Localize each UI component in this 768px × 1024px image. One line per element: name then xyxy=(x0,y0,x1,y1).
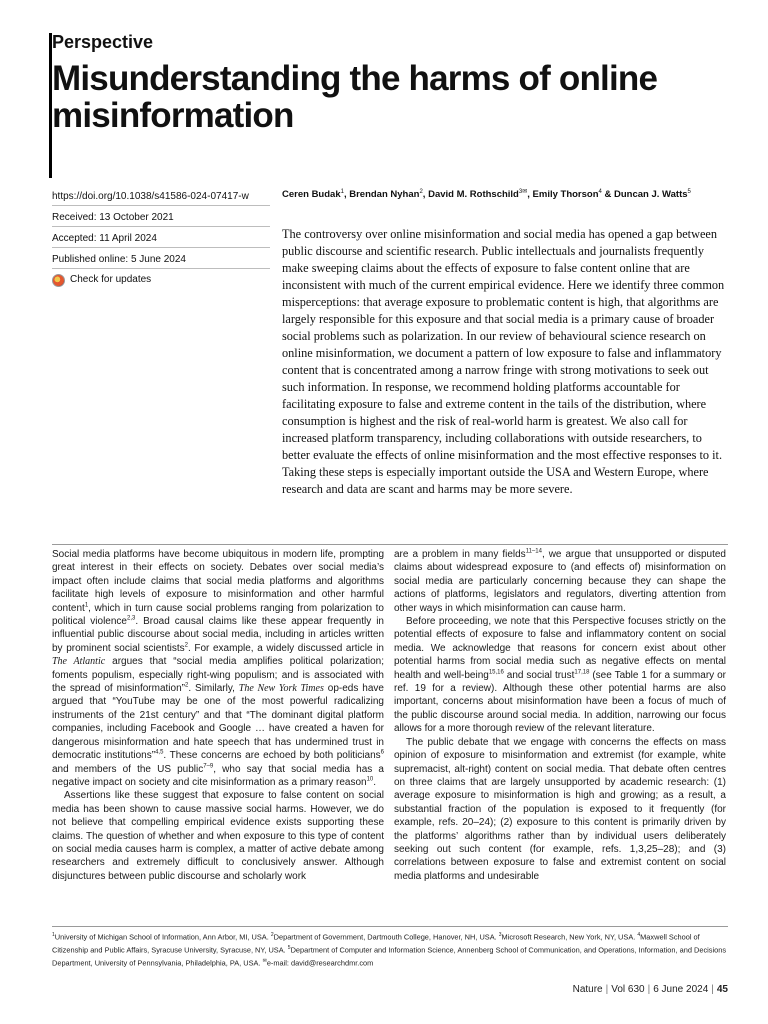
author-separator: , xyxy=(422,189,429,201)
author-name[interactable]: David M. Rothschild xyxy=(428,189,519,201)
citation-ref: 1 xyxy=(52,932,55,938)
text-run: e-mail: david@researchdmr.com xyxy=(266,958,374,968)
author-list xyxy=(282,185,722,202)
body-column-left xyxy=(52,548,384,883)
body-divider xyxy=(52,544,728,545)
italic-title: The Atlantic xyxy=(52,656,106,668)
accepted-date: Accepted: 11 April 2024 xyxy=(52,227,270,248)
page-number: 45 xyxy=(716,984,728,995)
text-run: argues that “social media amplifies political polarization; foments populism, especially right-wing populism; and is associated with the spread of misinformation” xyxy=(52,656,384,695)
text-run: (see Table 1 for a summary or ref. 19 for a review). Although these other potential harms are also important, concerns about misinformation have been a focus of much of the public discourse around social media. In addition, narrowing our focus allows for a more thorough review of the relevant literature. xyxy=(394,669,726,735)
author-affiliation-ref: 3✉ xyxy=(518,189,528,195)
author-affiliation-ref: 4 xyxy=(598,189,602,195)
citation-ref: 5 xyxy=(287,944,291,951)
citation-ref: 1 xyxy=(84,602,89,609)
text-run: Social media platforms have become ubiquitous in modern life, prompting great interest in their effects on society. Debates over social media’s impact often include claims that social media platforms and algorithms facilitate high levels of exposure to misinformation and other harmful content xyxy=(52,549,384,614)
citation-ref: ✉ xyxy=(262,957,267,964)
author-separator: , xyxy=(527,189,533,201)
text-run: . xyxy=(373,776,377,788)
author-name[interactable]: Emily Thorson xyxy=(532,189,599,201)
citation-ref: 10 xyxy=(366,776,374,783)
doi-link[interactable]: https://doi.org/10.1038/s41586-024-07417-w xyxy=(52,185,270,206)
author-separator: , xyxy=(343,189,350,201)
text-run: Microsoft Research, New York, NY, USA. xyxy=(501,932,638,942)
citation-ref: 4 xyxy=(637,932,641,938)
author-affiliation-ref: 2 xyxy=(419,189,423,195)
footnote-divider xyxy=(52,926,728,927)
text-run: Department of Government, Dartmouth College, Hanover, NH, USA. xyxy=(273,932,499,942)
text-run: The public debate that we engage with concerns the effects on mass opinion of exposure to misinformation and extremist (for example, white supremacist, alt-right) content on social media. That debate often centres on three claims that are largely unsupported by academic research: (1) average exposure to misinformation is high and growing; as a result, a substantial fraction of the population is exposed to it frequently (for example, refs. 20–24); (2) exposure to this content is primarily driven by the platforms’ algorithms rather than by individual users deliberately seeking out such content (for example, refs. 1,3,25–28); and (3) correlations between exposure to false and extremist content on social media platforms and undesirable xyxy=(394,736,726,882)
italic-title: The New York Times xyxy=(238,683,324,695)
citation-ref: 2 xyxy=(270,932,274,938)
body-paragraph xyxy=(52,548,384,789)
author-affiliation-ref: 5 xyxy=(687,189,691,195)
text-run: , we argue that unsupported or disputed claims about widespread exposure to (and effects of) misinformation on social media are particularly concerning because they can shape the actions of platforms, legislators and regulators, diverting attention from other ways in which misinformation can cause harm. xyxy=(394,549,726,614)
text-run: . Similarly, xyxy=(188,683,239,695)
author-name[interactable]: Brendan Nyhan xyxy=(349,189,420,201)
issue-date: 6 June 2024 xyxy=(653,984,709,995)
text-run: op-eds have argued that “YouTube may be one of the most powerful radicalizing instruments of the 21st century” and that “The dominant digital platform companies, including Facebook and Google … have created a haven for dangerous misinformation and hate speech that has undermined trust in democratic institutions” xyxy=(52,683,384,762)
received-date: Received: 13 October 2021 xyxy=(52,206,270,227)
text-run: . These concerns are echoed by both politicians xyxy=(163,750,381,762)
article-metadata xyxy=(52,185,270,289)
author-name[interactable]: Duncan J. Watts xyxy=(614,189,688,201)
affiliations-footnote xyxy=(52,930,728,969)
citation-ref: 2 xyxy=(184,642,188,649)
abstract: The controversy over online misinformation and social media has opened a gap between public discourse and scientific research. Public intellectuals and journalists frequently make sweeping claims about the effects of exposure to false content online that are inconsistent with much of the current empirical evidence. Here we identify three common misperceptions: that average exposure to problematic content is high, that algorithms are largely responsible for this exposure and that social media is a primary cause of broader social problems such as polarization. In our review of behavioural science research on online misinformation, we document a pattern of low exposure to false and inflammatory content that is concentrated among a narrow fringe with strong motivations to seek out such information. In response, we recommend holding platforms accountable for facilitating exposure to false and extreme content in the tails of the distribution, where consumption is highest and the risk of real-world harm is greatest. We also call for increased platform transparency, including collaborations with outside researchers, to better evaluate the effects of online misinformation and the most effective responses to it. Taking these steps is especially important outside the USA and Western Europe, where research and data are scant and harms may be more severe. xyxy=(282,227,725,496)
text-run: , which in turn cause social problems ranging from polarization to political violence xyxy=(52,602,384,628)
author-name[interactable]: Ceren Budak xyxy=(282,189,341,201)
journal-name: Nature xyxy=(572,984,603,995)
published-date: Published online: 5 June 2024 xyxy=(52,248,270,269)
author-separator: & xyxy=(601,189,614,201)
text-run: Department of Computer and Information Science, Annenberg School of Communication, and Operations, Information, and Decisions Department, University of Pennsylvania, Philadelphia, PA, USA. xyxy=(52,945,727,968)
body-paragraph xyxy=(394,615,726,736)
text-run: and members of the US public xyxy=(52,763,204,775)
section-label: Perspective xyxy=(52,32,154,52)
body-paragraph xyxy=(52,789,384,883)
text-run: . For example, a widely discussed article in xyxy=(187,642,384,654)
check-for-updates-button[interactable] xyxy=(52,269,270,289)
text-run: Maxwell School of Citizenship and Public Affairs, Syracuse University, Syracuse, NY, USA. xyxy=(52,932,700,955)
text-run: . Broad causal claims like these appear frequently in influential public discourse about social media, including in articles written by prominent social scientists xyxy=(52,616,384,654)
text-run: , who say that social media has a negative impact on society and cite misinformation as a primary reason xyxy=(52,763,384,788)
text-run: University of Michigan School of Information, Ann Arbor, MI, USA. xyxy=(54,932,271,942)
journal-volume: Vol 630 xyxy=(611,984,645,995)
author-affiliation-ref: 1 xyxy=(340,189,344,195)
citation-ref: 2 xyxy=(184,682,189,689)
citation-ref: 4,5 xyxy=(155,749,164,756)
body-column-right xyxy=(394,548,726,883)
citation-ref: 11–14 xyxy=(525,548,542,555)
body-paragraph xyxy=(394,548,726,615)
citation-ref: 7–9 xyxy=(203,763,214,770)
page-footer: Nature | Vol 630 | 6 June 2024 | 45 xyxy=(572,984,728,995)
text-run: Before proceeding, we note that this Perspective focuses strictly on the potential effects of exposure to false and inflammatory content on social media. We acknowledge that reasons for concern exist about other potential harms from social media such as negative effects on mental health and well-being xyxy=(394,616,726,681)
text-run: Assertions like these suggest that exposure to false content on social media has been shown to cause massive social harms. However, we do not believe that compelling empirical evidence exists supporting these claims. The question of whether and when exposure to this type of content on social media causes harm is complex, a matter of active debate among researchers and extremely difficult to conclusively answer. Although disjunctures between public discourse and scholarly work xyxy=(52,790,384,882)
article-title: Misunderstanding the harms of online misinformation xyxy=(52,59,658,135)
check-updates-icon xyxy=(52,274,65,287)
citation-ref: 17,18 xyxy=(574,669,590,676)
citation-ref: 6 xyxy=(380,749,384,756)
citation-ref: 2,3 xyxy=(127,615,136,622)
citation-ref: 15,16 xyxy=(488,669,504,676)
citation-ref: 3 xyxy=(498,932,502,938)
body-paragraph xyxy=(394,736,726,883)
text-run: and social trust xyxy=(503,669,575,681)
text-run: are a problem in many fields xyxy=(394,549,526,560)
check-updates-label: Check for updates xyxy=(70,274,152,285)
